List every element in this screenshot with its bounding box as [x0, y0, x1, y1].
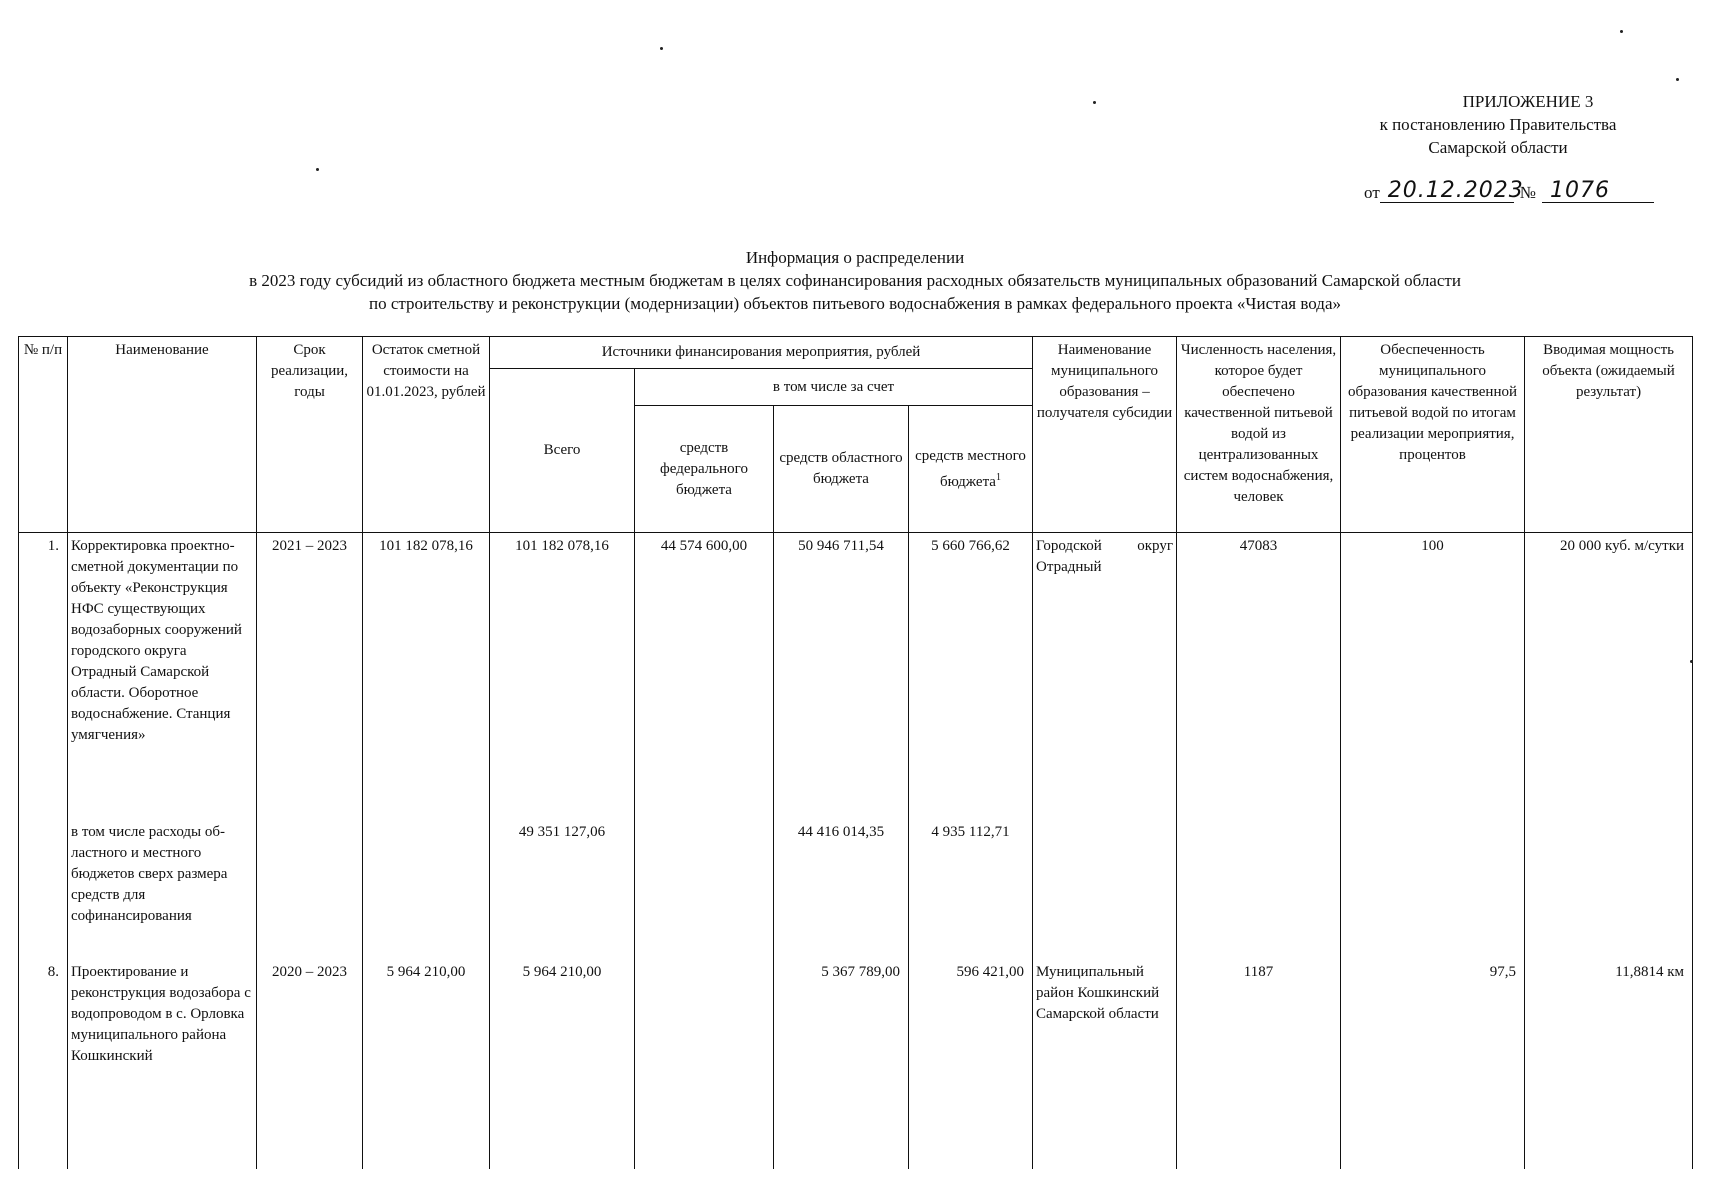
row-capacity [1525, 819, 1693, 959]
row-name: в том числе расходы об-ластного и местного бюджетов сверх размера средств для софинансирования [68, 819, 257, 959]
appendix-line1: к постановлению Правительства [1379, 115, 1617, 134]
col-header-sources: Источники финансирования мероприятия, рублей [490, 337, 1033, 369]
row-federal: 44 574 600,00 [635, 533, 774, 819]
table-row [19, 533, 1693, 819]
title-line3: по строительству и реконструкции (модернизации) объектов питьевого водоснабжения в рамках федерального проекта «Чистая вода» [368, 294, 1341, 313]
row-total: 5 964 210,00 [490, 959, 635, 1169]
col-header-municipality: Наименование муниципального образования – получателя субсидии [1033, 337, 1177, 533]
row-name: Проектирование и реконструкция водозабора с водопроводом в с. Орловка муниципального района Кошкинский [68, 959, 257, 1169]
col-header-name: Наименование [68, 337, 257, 533]
table-row [19, 819, 1693, 959]
handwritten-date: 20.12.2023 [1380, 180, 1514, 203]
row-remainder [363, 819, 490, 959]
scan-speck [1676, 78, 1679, 81]
subsidy-table [18, 336, 1693, 1169]
row-provision: 100 [1341, 533, 1525, 819]
row-term: 2021 – 2023 [257, 533, 363, 819]
row-local: 596 421,00 [909, 959, 1033, 1169]
row-local: 5 660 766,62 [909, 533, 1033, 819]
row-num [19, 819, 68, 959]
row-term [257, 819, 363, 959]
row-term: 2020 – 2023 [257, 959, 363, 1169]
row-regional: 50 946 711,54 [774, 533, 909, 819]
scan-speck [316, 168, 319, 171]
row-municipality [1033, 819, 1177, 959]
row-capacity: 11,8814 км [1525, 959, 1693, 1169]
row-federal [635, 819, 774, 959]
col-header-remainder: Остаток сметной стоимости на 01.01.2023, рублей [363, 337, 490, 533]
row-municipality: Муниципальный район Кошкинский Самарской области [1033, 959, 1177, 1169]
scan-speck [1093, 101, 1096, 104]
row-population: 47083 [1177, 533, 1341, 819]
appendix-line2: Самарской области [1428, 138, 1568, 157]
scan-speck [1620, 30, 1623, 33]
row-num: 1. [19, 533, 68, 819]
municipality-word1: Городской [1036, 538, 1102, 554]
handwritten-number: 1076 [1542, 180, 1654, 203]
municipality-word2: округ [1137, 538, 1174, 554]
row-provision [1341, 819, 1525, 959]
col-header-federal: средств федерального бюджета [635, 406, 774, 533]
local-header-text: средств местного бюджета [915, 447, 1026, 490]
date-number-line [1364, 180, 1654, 203]
row-provision: 97,5 [1341, 959, 1525, 1169]
municipality-line1 [1036, 536, 1173, 557]
row-population: 1187 [1177, 959, 1341, 1169]
scan-speck [1690, 660, 1693, 663]
title-line1: Информация о распределении [745, 248, 965, 267]
municipality-line2: Отрадный [1036, 559, 1102, 575]
col-header-term: Срок реализации, годы [257, 337, 363, 533]
number-sign: № [1519, 183, 1536, 202]
col-header-num: № п/п [19, 337, 68, 533]
col-header-total: Всего [490, 369, 635, 533]
row-remainder: 5 964 210,00 [363, 959, 490, 1169]
date-prefix: от [1364, 183, 1380, 202]
row-federal [635, 959, 774, 1169]
col-header-capacity: Вводимая мощность объекта (ожидаемый результат) [1525, 337, 1693, 533]
row-municipality [1033, 533, 1177, 819]
local-footnote-mark: 1 [995, 471, 1001, 483]
col-header-population: Численность населения, которое будет обеспечено качественной питьевой водой из централизованных систем водоснабжения, человек [1177, 337, 1341, 533]
row-regional: 44 416 014,35 [774, 819, 909, 959]
table-row [19, 959, 1693, 1169]
row-remainder: 101 182 078,16 [363, 533, 490, 819]
row-population [1177, 819, 1341, 959]
row-total: 49 351 127,06 [490, 819, 635, 959]
row-capacity: 20 000 куб. м/сутки [1525, 533, 1693, 819]
row-local: 4 935 112,71 [909, 819, 1033, 959]
row-name: Корректировка проектно-сметной документации по объекту «Реконструкция НФС существующих водозаборных сооружений городского округа Отрадный Самарской области. Оборотное водоснабжение. Станция умягчения» [68, 533, 257, 819]
document-title [0, 246, 1710, 315]
row-num: 8. [19, 959, 68, 1169]
col-header-provision: Обеспеченность муниципального образования качественной питьевой водой по итогам реализации мероприятия, процентов [1341, 337, 1525, 533]
row-regional: 5 367 789,00 [774, 959, 909, 1169]
col-header-local [909, 406, 1033, 533]
appendix-header [1348, 90, 1648, 159]
title-line2: в 2023 году субсидий из областного бюджета местным бюджетам в целях софинансирования расходных обязательств муниципальных образований Самарской области [249, 271, 1461, 290]
col-header-including: в том числе за счет [635, 369, 1033, 406]
appendix-title: ПРИЛОЖЕНИЕ 3 [1462, 92, 1594, 111]
col-header-regional: средств областного бюджета [774, 406, 909, 533]
row-total: 101 182 078,16 [490, 533, 635, 819]
scan-speck [660, 47, 663, 50]
